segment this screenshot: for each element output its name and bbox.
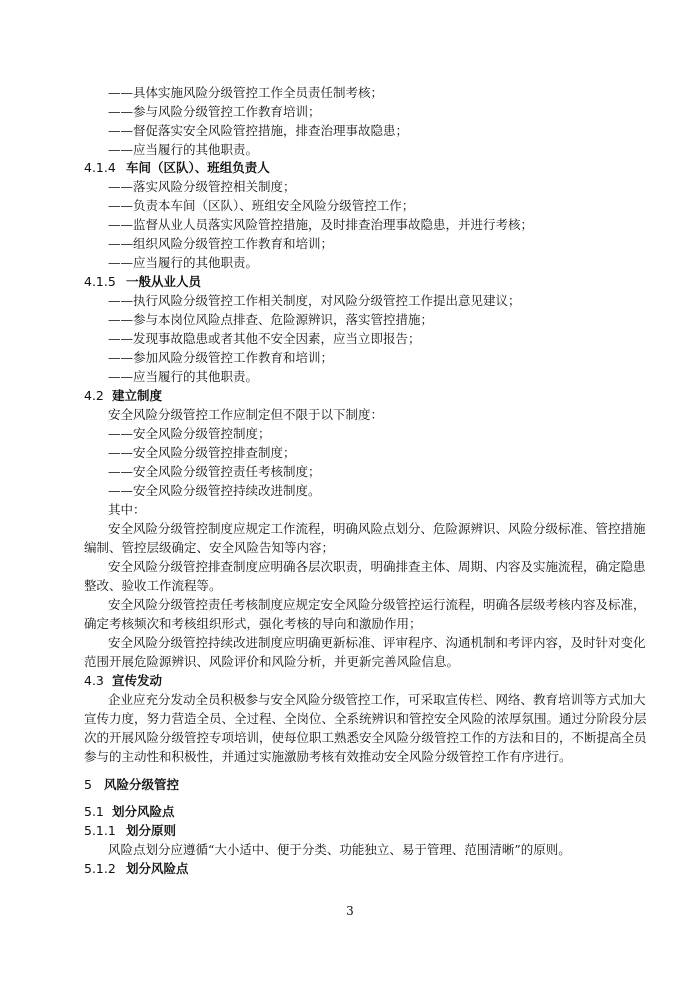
- section-heading-5-1-1: [84, 822, 176, 840]
- paragraph: 企业应充分发动全员积极参与安全风险分级管控工作，可采取宣传栏、网络、教育培训等方式加大: [108, 692, 646, 707]
- section-number: 5.1.1: [84, 823, 116, 838]
- list-item: ——执行风险分级管控工作相关制度，对风险分级管控工作提出意见建议；: [108, 293, 521, 308]
- section-number: 5.1: [84, 804, 104, 819]
- paragraph: 其中：: [108, 502, 146, 517]
- section-title: 划分原则: [126, 823, 177, 838]
- list-item: ——应当履行的其他职责。: [108, 369, 259, 384]
- paragraph: 整改、验收工作流程等。: [84, 578, 222, 593]
- list-item: ——应当履行的其他职责。: [108, 142, 259, 157]
- paragraph: 安全风险分级管控制度应规定工作流程，明确风险点划分、危险源辨识、风险分级标准、管控措施: [108, 521, 646, 536]
- section-title: 划分风险点: [126, 861, 189, 876]
- paragraph: 风险点划分应遵循“大小适中、便于分类、功能独立、易于管理、范围清晰”的原则。: [108, 842, 571, 857]
- paragraph: 范围开展危险源辨识、风险评价和风险分析，并更新完善风险信息。: [84, 654, 460, 669]
- list-item: ——监督从业人员落实风险管控措施，及时排查治理事故隐患，并进行考核；: [108, 217, 534, 232]
- section-heading-4-2: [84, 387, 162, 405]
- section-heading-4-1-4: [84, 159, 270, 177]
- list-item: ——参加风险分级管控工作教育和培训；: [108, 350, 334, 365]
- section-number: 4.1.5: [84, 274, 116, 289]
- section-title: 划分风险点: [112, 804, 175, 819]
- list-item: ——安全风险分级管控排查制度；: [108, 445, 296, 460]
- section-title: 车间（区队）、班组负责人: [126, 160, 270, 175]
- paragraph: 参与的主动性和积极性，并通过实施激励考核有效推动安全风险分级管控工作有序进行。: [84, 749, 572, 764]
- paragraph: 宣传力度，努力营造全员、全过程、全岗位、全系统辨识和管控安全风险的浓厚氛围。通过分阶段分层: [84, 711, 647, 726]
- list-item: ——落实风险分级管控相关制度；: [108, 179, 296, 194]
- section-number: 4.1.4: [84, 160, 116, 175]
- section-title: 风险分级管控: [104, 777, 180, 792]
- section-heading-5: [84, 776, 179, 794]
- list-item: ——发现事故隐患或者其他不安全因素，应当立即报告；: [108, 331, 421, 346]
- section-number: 5.1.2: [84, 861, 116, 876]
- paragraph: 安全风险分级管控工作应制定但不限于以下制度：: [108, 407, 384, 422]
- list-item: ——督促落实安全风险管控措施，排查治理事故隐患；: [108, 123, 409, 138]
- list-item: ——安全风险分级管控持续改进制度。: [108, 483, 321, 498]
- list-item: ——参与风险分级管控工作教育培训；: [108, 104, 321, 119]
- section-title: 宣传发动: [112, 673, 163, 688]
- paragraph: 确定考核频次和考核组织形式，强化考核的导向和激励作用；: [84, 616, 422, 631]
- list-item: ——负责本车间（区队）、班组安全风险分级管控工作；: [108, 198, 415, 213]
- paragraph: 安全风险分级管控责任考核制度应规定安全风险分级管控运行流程，明确各层级考核内容及标准，: [108, 597, 646, 612]
- paragraph: 编制、管控层级确定、安全风险告知等内容；: [84, 540, 335, 555]
- paragraph: 安全风险分级管控排查制度应明确各层次职责，明确排查主体、周期、内容及实施流程，确定隐患: [108, 559, 646, 574]
- section-number: 4.3: [84, 673, 104, 688]
- section-title: 建立制度: [112, 388, 163, 403]
- list-item: ——安全风险分级管控责任考核制度；: [108, 464, 321, 479]
- section-heading-5-1-2: [84, 860, 189, 878]
- section-heading-4-1-5: [84, 273, 201, 291]
- list-item: ——应当履行的其他职责。: [108, 255, 259, 270]
- section-title: 一般从业人员: [126, 274, 202, 289]
- section-heading-4-3: [84, 672, 162, 690]
- paragraph: 安全风险分级管控持续改进制度应明确更新标准、评审程序、沟通机制和考评内容，及时针对变化: [108, 635, 646, 650]
- list-item: ——安全风险分级管控制度；: [108, 426, 271, 441]
- list-item: ——参与本岗位风险点排查、危险源辨识，落实管控措施；: [108, 312, 434, 327]
- paragraph: 次的开展风险分级管控专项培训，使每位职工熟悉安全风险分级管控工作的方法和目的，不断提高全员: [84, 730, 647, 745]
- section-heading-5-1: [84, 803, 175, 821]
- section-number: 5: [84, 777, 92, 792]
- section-number: 4.2: [84, 388, 104, 403]
- list-item: ——组织风险分级管控工作教育和培训；: [108, 236, 334, 251]
- list-item: ——具体实施风险分级管控工作全员责任制考核；: [108, 85, 384, 100]
- page-number: 3: [346, 904, 354, 918]
